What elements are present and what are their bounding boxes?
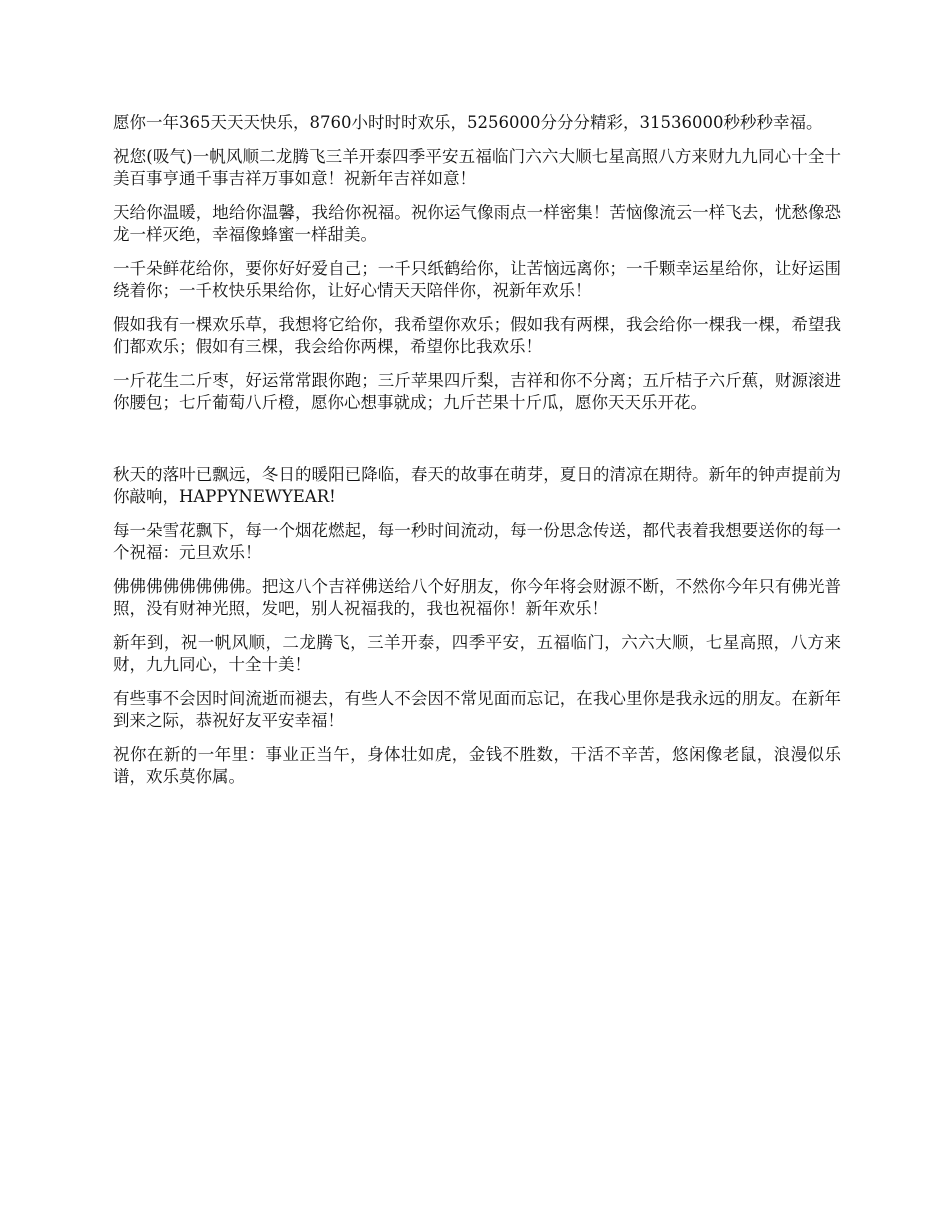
paragraph: 祝您(吸气)一帆风顺二龙腾飞三羊开泰四季平安五福临门六六大顺七星高照八方来财九九同心十全十美百事亨通千事吉祥万事如意！祝新年吉祥如意！ [113, 147, 841, 188]
section-spacer [113, 426, 841, 464]
paragraph: 每一朵雪花飘下，每一个烟花燃起，每一秒时间流动，每一份思念传送，都代表着我想要送你的每一个祝福：元旦欢乐！ [113, 521, 841, 562]
paragraph: 假如我有一棵欢乐草，我想将它给你，我希望你欢乐；假如我有两棵，我会给你一棵我一棵，希望我们都欢乐；假如有三棵，我会给你两棵，希望你比我欢乐！ [113, 315, 841, 356]
document-page [113, 112, 841, 800]
paragraph: 新年到，祝一帆风顺，二龙腾飞，三羊开泰，四季平安，五福临门，六六大顺，七星高照，八方来财，九九同心，十全十美！ [113, 633, 841, 674]
paragraph: 佛佛佛佛佛佛佛佛。把这八个吉祥佛送给八个好朋友，你今年将会财源不断，不然你今年只有佛光普照，没有财神光照，发吧，别人祝福我的，我也祝福你！新年欢乐！ [113, 577, 841, 618]
paragraph: 祝你在新的一年里：事业正当午，身体壮如虎，金钱不胜数，干活不辛苦，悠闲像老鼠，浪漫似乐谱，欢乐莫你属。 [113, 745, 841, 786]
paragraph: 一千朵鲜花给你，要你好好爱自己；一千只纸鹤给你，让苦恼远离你；一千颗幸运星给你，让好运围绕着你；一千枚快乐果给你，让好心情天天陪伴你，祝新年欢乐！ [113, 259, 841, 300]
paragraph: 秋天的落叶已飘远，冬日的暖阳已降临，春天的故事在萌芽，夏日的清凉在期待。新年的钟声提前为你敲响，HAPPYNEWYEAR! [113, 465, 841, 506]
paragraph: 愿你一年365天天天快乐，8760小时时时欢乐，5256000分分分精彩，31536000秒秒秒幸福。 [113, 113, 823, 132]
paragraph: 有些事不会因时间流逝而褪去，有些人不会因不常见面而忘记，在我心里你是我永远的朋友。在新年到来之际，恭祝好友平安幸福！ [113, 689, 841, 730]
paragraph: 一斤花生二斤枣，好运常常跟你跑；三斤苹果四斤梨，吉祥和你不分离；五斤桔子六斤蕉，财源滚进你腰包；七斤葡萄八斤橙，愿你心想事就成；九斤芒果十斤瓜，愿你天天乐开花。 [113, 371, 841, 412]
paragraph: 天给你温暖，地给你温馨，我给你祝福。祝你运气像雨点一样密集！苦恼像流云一样飞去，忧愁像恐龙一样灭绝，幸福像蜂蜜一样甜美。 [113, 203, 841, 244]
